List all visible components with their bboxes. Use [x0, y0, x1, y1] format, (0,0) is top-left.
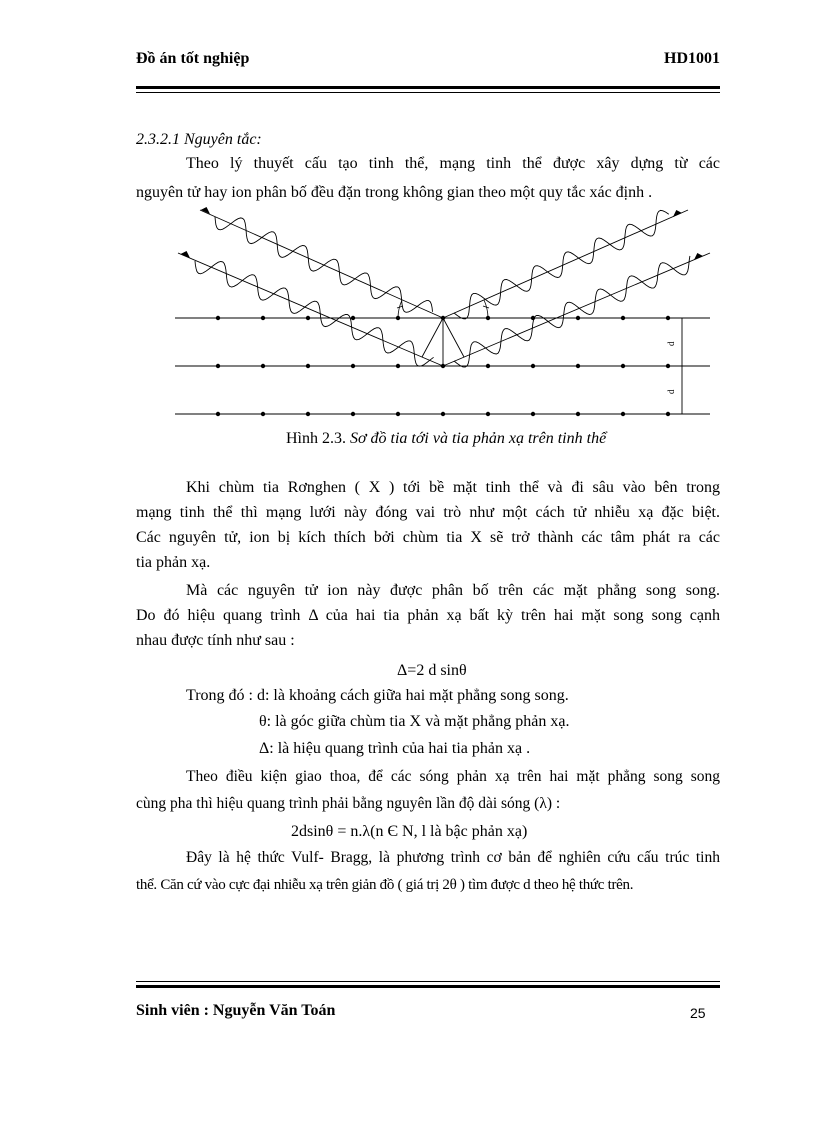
formula-path-difference: Δ=2 d sinθ	[397, 662, 467, 679]
angle-marks	[397, 300, 489, 318]
reflected-ray-1	[443, 210, 688, 318]
footer-student: Sinh viên : Nguyễn Văn Toán	[136, 1002, 336, 1019]
para3-line-1: Theo điều kiện giao thoa, để các sóng phản xạ trên hai mặt phẳng song song	[186, 768, 720, 785]
d-dimension	[678, 318, 686, 414]
para2-line-3: nhau được tính như sau :	[136, 632, 295, 649]
page-number: 25	[690, 1005, 706, 1021]
figure-caption	[286, 430, 606, 448]
para2-line-2: Do đó hiệu quang trình Δ của hai tia phản xạ bất kỳ trên hai mặt song song cạnh	[136, 607, 720, 624]
where-line-3: Δ: là hiệu quang trình của hai tia phản xạ .	[259, 740, 531, 757]
header-code: HD1001	[664, 50, 720, 67]
section-heading: 2.3.2.1 Nguyên tắc:	[136, 131, 262, 148]
header-rule-thick	[136, 86, 720, 89]
para1-line-3: Các nguyên tử, ion bị kích thích bởi chùm tia X sẽ trở thành các tâm phát ra các	[136, 529, 720, 546]
d-label-1: d	[666, 341, 676, 346]
para1-line-2: mạng tinh thể thì mạng lưới này đóng vai trò như một cách tử nhiễu xạ đặc biệt.	[136, 504, 720, 521]
ray-arrowheads	[181, 205, 703, 260]
where-line-1: Trong đó : d: là khoảng cách giữa hai mặt phẳng song song.	[186, 687, 569, 704]
para1-line-1: Khi chùm tia Rơnghen ( X ) tới bề mặt tinh thể và đi sâu vào bên trong	[186, 479, 720, 496]
para4-line-1: Đây là hệ thức Vulf- Bragg, là phương trình cơ bản để nghiên cứu cấu trúc tinh	[186, 849, 720, 866]
footer-rule-thin	[136, 981, 720, 982]
intro-line-1: Theo lý thuyết cấu tạo tinh thể, mạng tinh thể được xây dựng từ các	[186, 155, 720, 172]
incident-ray-1	[200, 210, 443, 318]
para3-line-2: cùng pha thì hiệu quang trình phải bằng nguyên lần độ dài sóng (λ) :	[136, 795, 561, 812]
para1-line-4: tia phản xạ.	[136, 554, 211, 571]
waves	[195, 210, 690, 367]
formula-bragg: 2dsinθ = n.λ(n Є N, l là bậc phản xạ)	[291, 823, 528, 840]
figure-label: Hình 2.3.	[286, 430, 346, 447]
header-rule-thin	[136, 92, 720, 93]
intro-line-2: nguyên tử hay ion phân bố đều đặn trong không gian theo một quy tắc xác định .	[136, 184, 653, 201]
figure-caption-text: Sơ đồ tia tới và tia phản xạ trên tinh thể	[350, 430, 607, 447]
para2-line-1: Mà các nguyên tử ion này được phân bố trên các mặt phẳng song song.	[186, 582, 720, 599]
d-label-2: d	[666, 389, 676, 394]
bragg-diagram	[170, 205, 715, 425]
reflected-ray-2	[443, 253, 710, 366]
para4-line-2: thể. Căn cứ vào cực đại nhiễu xạ trên giản đồ ( giá trị 2θ ) tìm được d theo hệ thức trên.	[136, 877, 634, 893]
where-line-2: θ: là góc giữa chùm tia X và mặt phẳng phản xạ.	[259, 713, 570, 730]
header-title: Đồ án tốt nghiệp	[136, 50, 250, 67]
footer-rule-thick	[136, 985, 720, 988]
